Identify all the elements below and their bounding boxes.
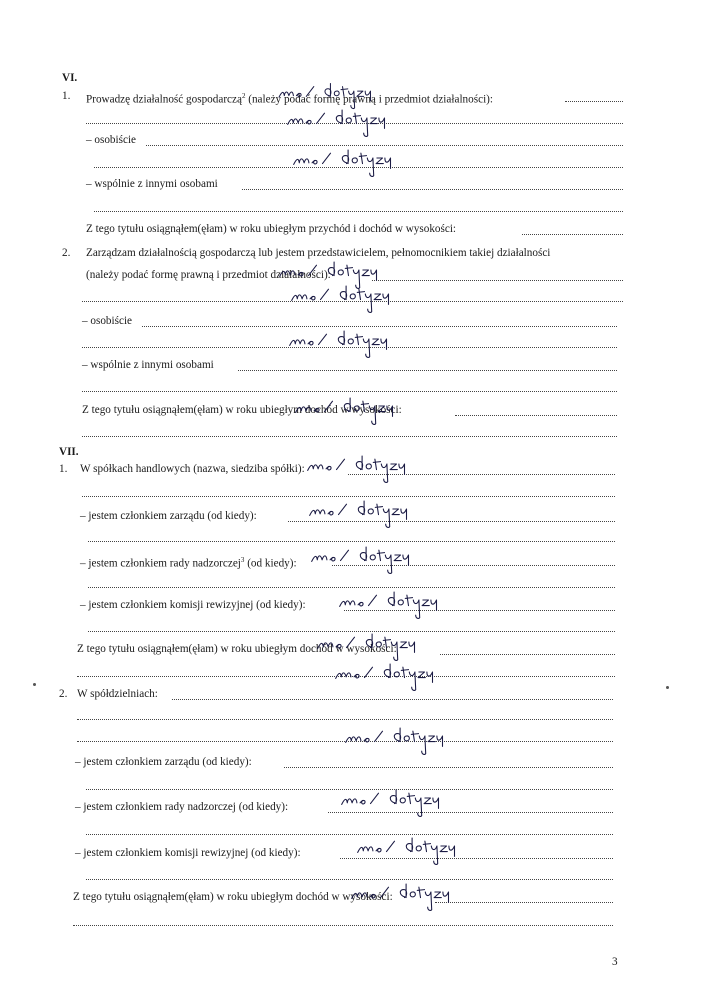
handwritten-answer (328, 584, 481, 620)
vii-item1-question: W spółkach handlowych (nazwa, siedziba spółki): (80, 463, 305, 475)
answer-line (565, 100, 623, 102)
scan-speck (33, 683, 36, 686)
handwriting-stroke (358, 838, 455, 864)
handwriting-stroke (312, 547, 409, 573)
handwritten-answer (282, 142, 435, 178)
handwriting-stroke (352, 884, 449, 910)
handwriting-stroke (308, 456, 405, 482)
handwritten-answer (298, 493, 451, 529)
handwritten-answer (278, 323, 431, 359)
vii-item2-board: – jestem członkiem zarządu (od kiedy): (75, 756, 252, 768)
vi-item2-number: 2. (62, 247, 71, 259)
vii-item2-number: 2. (59, 688, 68, 700)
vii-item2-audit: – jestem członkiem komisji rewizyjnej (od kiedy): (75, 847, 301, 859)
answer-line (94, 210, 623, 212)
handwriting-stroke (288, 110, 385, 136)
vi-item1-jointly: – wspólnie z innymi osobami (86, 178, 218, 190)
vi-item2-jointly: – wspólnie z innymi osobami (82, 359, 214, 371)
answer-line (82, 435, 617, 437)
vi-item2-personally: – osobiście (82, 315, 133, 327)
vii-item1-audit: – jestem członkiem komisji rewizyjnej (od kiedy): (80, 599, 306, 611)
vi-item2-question-line2: (należy podać formę prawną i przedmiot działalności): (86, 269, 331, 281)
vi-item2-question-line1: Zarządzam działalnością gospodarczą lub jestem przedstawicielem, pełnomocnikiem takiej działalności (86, 247, 551, 259)
handwritten-answer (280, 278, 433, 314)
handwritten-answer (334, 720, 487, 756)
answer-line (455, 414, 617, 416)
handwriting-stroke (342, 790, 439, 816)
handwriting-stroke (296, 398, 393, 424)
answer-line (73, 924, 613, 926)
footnote-ref: 3 (240, 556, 245, 564)
handwriting-stroke (292, 286, 389, 312)
vii-item1-supervisory: – jestem członkiem rady nadzorczej$^3$ (od kiedy): (80, 556, 297, 570)
handwritten-answer (296, 448, 449, 484)
page-number: 3 (612, 956, 618, 968)
vi-item2-income: Z tego tytułu osiągnąłem(ęłam) w roku ubiegłym dochód w wysokości: (82, 404, 402, 416)
answer-line (242, 188, 623, 190)
vii-item2-income: Z tego tytułu osiągnąłem(ęłam) w roku ubiegłym dochód w wysokości: (73, 891, 393, 903)
handwriting-stroke (340, 592, 437, 618)
scan-speck (666, 686, 669, 689)
footnote-ref: 2 (241, 92, 246, 100)
handwriting-stroke (294, 150, 391, 176)
handwritten-answer (340, 876, 493, 912)
handwriting-stroke (290, 331, 387, 357)
vii-item2-question: W spółdzielniach: (77, 688, 158, 700)
handwritten-answer (276, 102, 429, 138)
answer-line (284, 766, 613, 768)
handwriting-stroke (310, 501, 407, 527)
section-vi-heading: VI. (62, 72, 78, 84)
vi-item1-income: Z tego tytułu osiągnąłem(ęłam) w roku ubiegłym przychód i dochód w wysokości: (86, 223, 457, 235)
handwritten-answer (300, 539, 453, 575)
answer-line (522, 233, 623, 235)
handwritten-answer (284, 390, 437, 426)
vii-item1-board: – jestem członkiem zarządu (od kiedy): (80, 510, 257, 522)
handwritten-answer (324, 656, 477, 692)
vii-item1-income: Z tego tytułu osiągnąłem(ęłam) w roku ubiegłym dochód w wysokości: (77, 643, 397, 655)
handwritten-answer (330, 782, 483, 818)
answer-line (238, 369, 617, 371)
handwritten-answer (346, 830, 499, 866)
vi-item1-personally: – osobiście (86, 134, 137, 146)
handwriting-stroke (346, 728, 443, 754)
section-vii-heading: VII. (59, 446, 79, 458)
answer-line (440, 653, 615, 655)
vi-item1-number: 1. (62, 90, 71, 102)
vi-item1-question: Prowadzę działalność gospodarczą$^2$ (należy podać formę prawną i przedmiot działalności): (86, 92, 494, 106)
answer-line (172, 698, 613, 700)
handwriting-stroke (336, 664, 433, 690)
vii-item2-supervisory: – jestem członkiem rady nadzorczej (od kiedy): (75, 801, 289, 813)
vii-item1-number: 1. (59, 463, 68, 475)
